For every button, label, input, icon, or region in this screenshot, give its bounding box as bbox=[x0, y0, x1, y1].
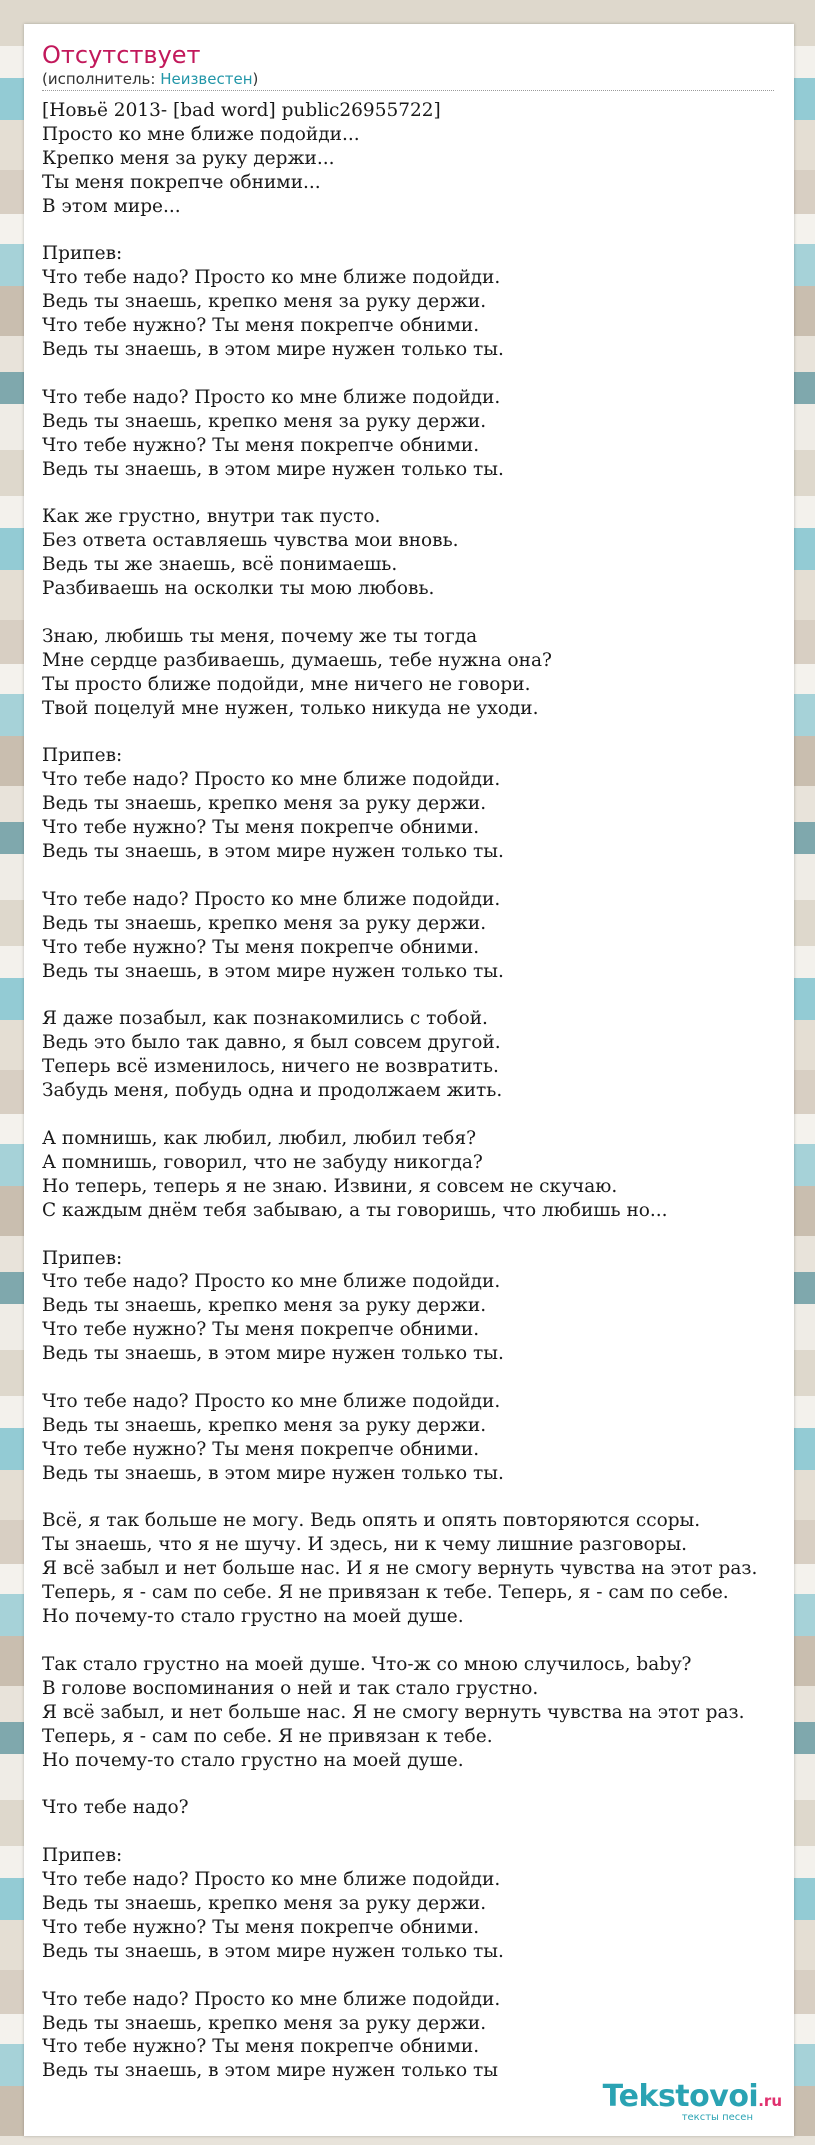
song-header bbox=[42, 40, 774, 91]
artist-line bbox=[42, 70, 774, 88]
artist-link[interactable]: Неизвестен bbox=[160, 70, 253, 88]
logo-main-text: Tekstovoi bbox=[602, 2079, 759, 2114]
lyrics-card bbox=[24, 24, 794, 2136]
logo-tld: .ru bbox=[758, 2092, 782, 2110]
logo-tagline: тексты песен bbox=[681, 2112, 753, 2123]
logo-wordmark bbox=[602, 2079, 782, 2114]
artist-prefix: (исполнитель: bbox=[42, 70, 161, 88]
site-logo[interactable] bbox=[602, 2079, 782, 2124]
song-title: Отсутствует bbox=[42, 41, 201, 69]
lyrics-text: [Новьё 2013- [bad word] public26955722] Просто ко мне ближе подойди... Крепко меня за руку держи... Ты меня покрепче обними... В этом мире... Припев: Что тебе надо? Просто ко мне ближе подойди. Ведь ты знаешь, крепко меня за руку держи. Что тебе нужно? Ты меня покрепче обними. Ведь ты знаешь, в этом мире нужен только ты. Что тебе надо? Просто ко мне ближе подойди. Ведь ты знаешь, крепко меня за руку держи. Что тебе нужно? Ты меня покрепче обними. Ведь ты знаешь, в этом мире нужен только ты. Как же грустно, внутри так пусто. Без ответа оставляешь чувства мои вновь. Ведь ты же знаешь, всё понимаешь. Разбиваешь на осколки ты мою любовь. Знаю, любишь ты меня, почему же ты тогда Мне сердце разбиваешь, думаешь, тебе нужна она? Ты просто ближе подойди, мне ничего не говори. Твой поцелуй мне нужен, только никуда не уходи. Припев: Что тебе надо? Просто ко мне ближе подойди. Ведь ты знаешь, крепко меня за руку держи. Что тебе нужно? Ты меня покрепче обними. Ведь ты знаешь, в этом мире нужен только ты. Что тебе надо? Просто ко мне ближе подойди. Ведь ты знаешь, крепко меня за руку держи. Что тебе нужно? Ты меня покрепче обними. Ведь ты знаешь, в этом мире нужен только ты. Я даже позабыл, как познакомились с тобой. Ведь это было так давно, я был совсем другой. Теперь всё изменилось, ничего не возвратить. Забудь меня, побудь одна и продолжаем жить. А помнишь, как любил, любил, любил тебя? А помнишь, говорил, что не забуду никогда? Но теперь, теперь я не знаю. Извини, я совсем не скучаю. С каждым днём тебя забываю, а ты говоришь, что любишь но... Припев: Что тебе надо? Просто ко мне ближе подойди. Ведь ты знаешь, крепко меня за руку держи. Что тебе нужно? Ты меня покрепче обними. Ведь ты знаешь, в этом мире нужен только ты. Что тебе надо? Просто ко мне ближе подойди. Ведь ты знаешь, крепко меня за руку держи. Что тебе нужно? Ты меня покрепче обними. Ведь ты знаешь, в этом мире нужен только ты. Всё, я так больше не могу. Ведь опять и опять повторяются ссоры. Ты знаешь, что я не шучу. И здесь, ни к чему лишние разговоры. Я всё забыл и нет больше нас. И я не смогу вернуть чувства на этот раз. Теперь, я - сам по себе. Я не привязан к тебе. Теперь, я - сам по себе. Но почему-то стало грустно на моей душе. Так стало грустно на моей душе. Что-ж со мною случилось, baby? В голове воспоминания о ней и так стало грустно. Я всё забыл, и нет больше нас. Я не смогу вернуть чувства на этот раз. Теперь, я - сам по себе. Я не привязан к тебе. Но почему-то стало грустно на моей душе. Что тебе надо? Припев: Что тебе надо? Просто ко мне ближе подойди. Ведь ты знаешь, крепко меня за руку держи. Что тебе нужно? Ты меня покрепче обними. Ведь ты знаешь, в этом мире нужен только ты. Что тебе надо? Просто ко мне ближе подойди. Ведь ты знаешь, крепко меня за руку держи. Что тебе нужно? Ты меня покрепче обними. Ведь ты знаешь, в этом мире нужен только ты bbox=[42, 100, 758, 2082]
artist-suffix: ) bbox=[252, 70, 259, 88]
